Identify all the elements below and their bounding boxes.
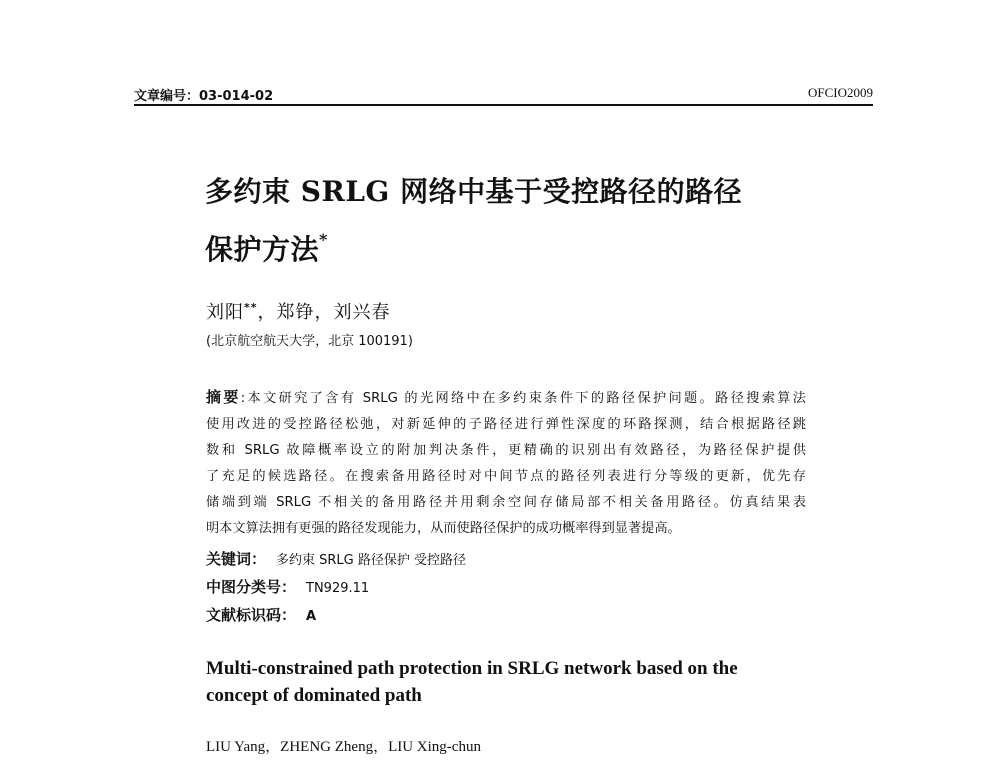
abstract-line-4: 了充足的候选路径。在搜索备用路径时对中间节点的路径列表进行分等级的更新，优先存 [206, 469, 806, 484]
abstract-line-1 [206, 384, 806, 412]
abstract-label: 摘要 [206, 388, 241, 406]
doc-code-label: 文献标识码： [206, 606, 297, 624]
doc-code-value: A [306, 609, 317, 624]
chinese-authors [206, 298, 391, 324]
abstract [206, 384, 806, 542]
chinese-title-line-2-text: 保护方法 [205, 233, 320, 266]
conference-name: OFCIO2009 [807, 85, 873, 100]
abstract-line-2: 使用改进的受控路径松弛，对新延伸的子路径进行弹性深度的环路探测，结合根据路径跳 [206, 417, 806, 432]
chinese-title [205, 168, 805, 274]
clc-number-row [206, 576, 369, 597]
article-number: 文章编号：03-014-02 [134, 89, 274, 104]
clc-number-value: TN929.11 [306, 581, 370, 596]
english-title-line-2: concept of dominated path [206, 685, 422, 706]
abstract-line-3: 数和 SRLG 故障概率设立的附加判决条件，更精确的识别出有效路径，为路径保护提供 [206, 443, 806, 458]
chinese-affiliation: (北京航空航天大学，北京 100191) [206, 334, 413, 349]
keywords-row [206, 548, 466, 569]
english-title [206, 655, 846, 709]
english-authors: LIU Yang，ZHENG Zheng，LIU Xing-chun [206, 739, 481, 755]
title-footnote-mark: * [319, 230, 328, 249]
keywords-value: 多约束 SRLG 路径保护 受控路径 [276, 553, 467, 568]
abstract-line-5: 储端到端 SRLG 不相关的备用路径并用剩余空间存储局部不相关备用路径。仿真结果表 [206, 495, 806, 510]
chinese-title-line-2 [205, 216, 805, 274]
doc-code-row [206, 604, 316, 625]
page-header [134, 84, 873, 106]
corresponding-author-mark: ** [244, 301, 258, 314]
abstract-text-1: :本文研究了含有 SRLG 的光网络中在多约束条件下的路径保护问题。路径搜索算法 [240, 391, 806, 406]
chinese-title-line-1: 多约束 SRLG 网络中基于受控路径的路径 [205, 175, 743, 208]
english-title-line-1: Multi-constrained path protection in SRLG network based on the [206, 658, 738, 679]
other-authors: ，郑铮，刘兴春 [257, 302, 391, 323]
abstract-line-6: 明本文算法拥有更强的路径发现能力，从而使路径保护的成功概率得到显著提高。 [206, 521, 681, 536]
clc-number-label: 中图分类号： [206, 578, 297, 596]
keywords-label: 关键词： [206, 550, 267, 568]
first-author: 刘阳 [206, 302, 244, 323]
